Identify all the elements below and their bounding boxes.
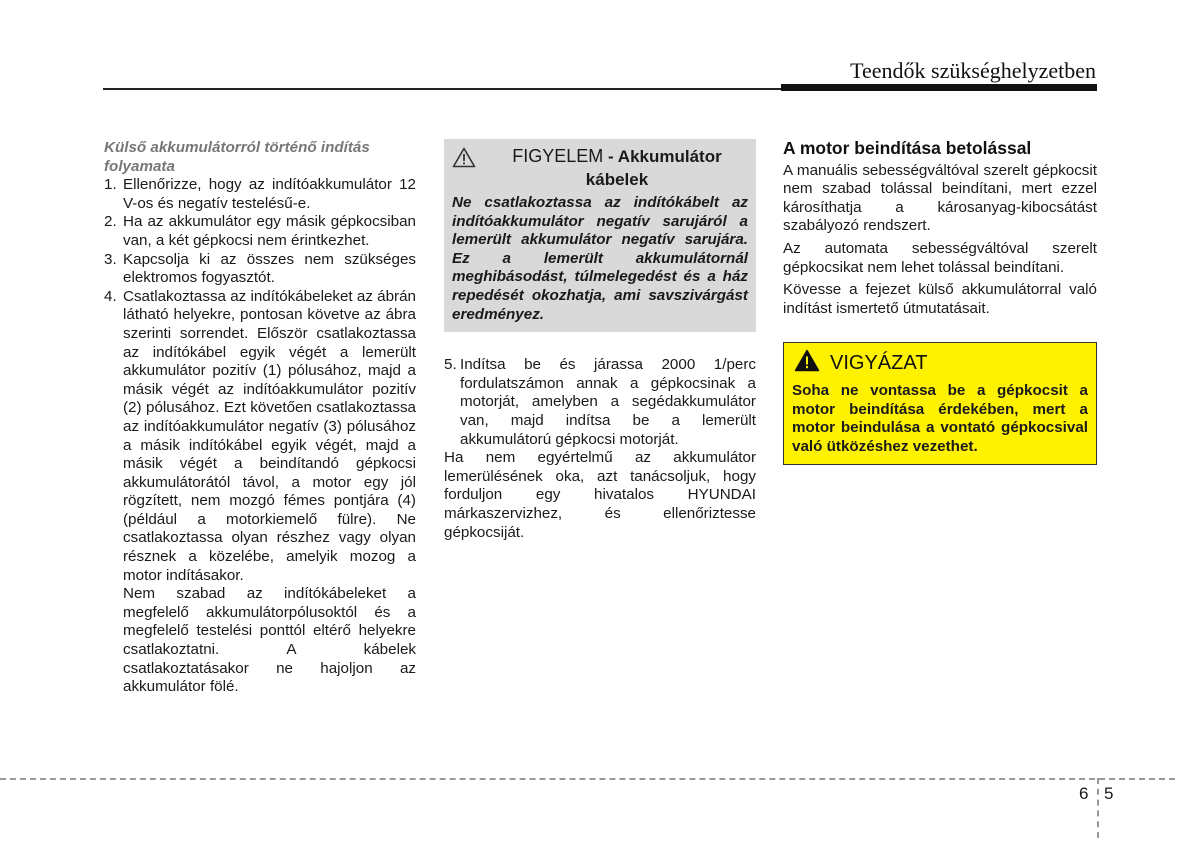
section-heading: A motor beindítása betolással: [783, 138, 1032, 158]
step-text: Csatlakoztassa az indítókábeleket az ábrán látható helyekre, pontosan követve az ábra szerinti sorrendet. Először csatlakoztassa az indítókábel egyik végét a lemerült akkumulátor pozitív (1) pólusához, majd a másik végét az indítóakkumulátor pozitív (2) pólusához. Ezt követően csatlakoztassa az indítóakkumulátor negatív (3) pólusához a másik indítókábel egyik végét, majd a másik végét a beindítandó gépkocsi akkumulátorától távol, a motor egy jól rögzített, nem mozgó fémes pontjára (4) (például a motorkiemelő fülre). Ne csatlakoztassa olyan részhez vagy olyan résznek a közelébe, amelyik mozog a motor indításakor.: [123, 287, 416, 584]
page-number: 5: [1104, 784, 1114, 803]
body-paragraph: Az automata sebességváltóval szerelt gépkocsikat nem lehet tolással beindítani.: [783, 239, 1097, 276]
footer-dashed-line: [0, 778, 1175, 780]
step-text: Kapcsolja ki az összes nem szükséges elektromos fogyasztót.: [123, 250, 416, 287]
step-text-block: [123, 288, 416, 697]
warning-subtitle: - Akkumulátor: [603, 147, 722, 166]
step-number: 2.: [104, 213, 117, 231]
header-rule-thin: [103, 88, 781, 90]
warning-header: [452, 145, 748, 192]
section-subheading: Külső akkumulátorról történő indítás folyamata: [104, 139, 370, 175]
warning-subtitle-line2: kábelek: [585, 170, 649, 189]
page-header-title: Teendők szükséghelyzetben: [850, 58, 1096, 83]
list-item: [104, 288, 416, 697]
step-text: Ellenőrizze, hogy az indítóakkumulátor 12 V-os és negatív testelésű-e.: [123, 176, 416, 212]
caution-box: [783, 342, 1097, 465]
step-text: Ha az akkumulátor egy másik gépkocsiban van, a két gépkocsi nem érintkezhet.: [123, 213, 416, 249]
list-item: [104, 251, 416, 288]
advice-paragraph: Ha nem egyértelmű az akkumulátor lemerülésének oka, azt tanácsoljuk, hogy forduljon egy hivatalos HYUNDAI márkaszervizhez, és ellenőriztesse gépkocsiját.: [444, 449, 756, 541]
body-paragraph: A manuális sebességváltóval szerelt gépkocsit nem szabad tolással beindítani, mert ezzel károsíthatja a károsanyag-kibocsátást szabályozó rendszert.: [783, 161, 1097, 235]
step-text: Indítsa be és járassa 2000 1/perc fordulatszámon annak a gépkocsinak a motorját, amelyben a segédakkumulátor van, majd indítsa be a lemerült akkumulátorú gépkocsi motorját.: [460, 356, 756, 448]
chapter-number: 6: [1079, 784, 1089, 803]
warning-triangle-icon: [452, 145, 486, 174]
list-item: [104, 213, 416, 250]
step-note-text: Nem szabad az indítókábeleket a megfelelő akkumulátorpólusoktól és a megfelelő testelési ponttól eltérő helyekre csatlakoztatni. A kábelek csatlakoztatásakor ne hajoljon az akkumulátor fölé.: [123, 585, 416, 696]
list-item: [444, 356, 756, 449]
column-3: [783, 139, 1097, 465]
caution-header: [794, 349, 1088, 378]
steps-list: [104, 176, 416, 697]
step-number: 1.: [104, 176, 117, 194]
warning-body: Ne csatlakoztassa az indítókábelt az indítóakkumulátor negatív sarujáról a lemerült akkumulátor negatív sarujára. Ez a lemerült akkumulátornál meghibásodást, túlmelegedést és a ház repedését okozhatja, ami savszivárgást eredményez.: [452, 194, 748, 323]
warning-title: [486, 145, 748, 192]
warning-triangle-filled-icon: [794, 349, 820, 378]
warning-box: [444, 139, 756, 332]
body-paragraph: Kövesse a fejezet külső akkumulátorral való indítást ismertető útmutatásait.: [783, 281, 1097, 317]
list-item: [104, 176, 416, 213]
column-1: [104, 139, 416, 697]
step-number: 4.: [104, 287, 117, 305]
step-number: 5.: [444, 356, 457, 374]
step-number: 3.: [104, 250, 117, 268]
column-2: [444, 139, 756, 542]
footer-vertical-divider: [1097, 778, 1099, 838]
caution-title: VIGYÁZAT: [830, 352, 928, 375]
caution-body: Soha ne vontassa be a gépkocsit a motor beindítása érdekében, mert a motor beindulása a vontató gépkocsival való ütközéshez vezethet.: [792, 381, 1088, 455]
warning-title-word: FIGYELEM: [512, 146, 604, 166]
header-rule-thick: [781, 84, 1097, 91]
